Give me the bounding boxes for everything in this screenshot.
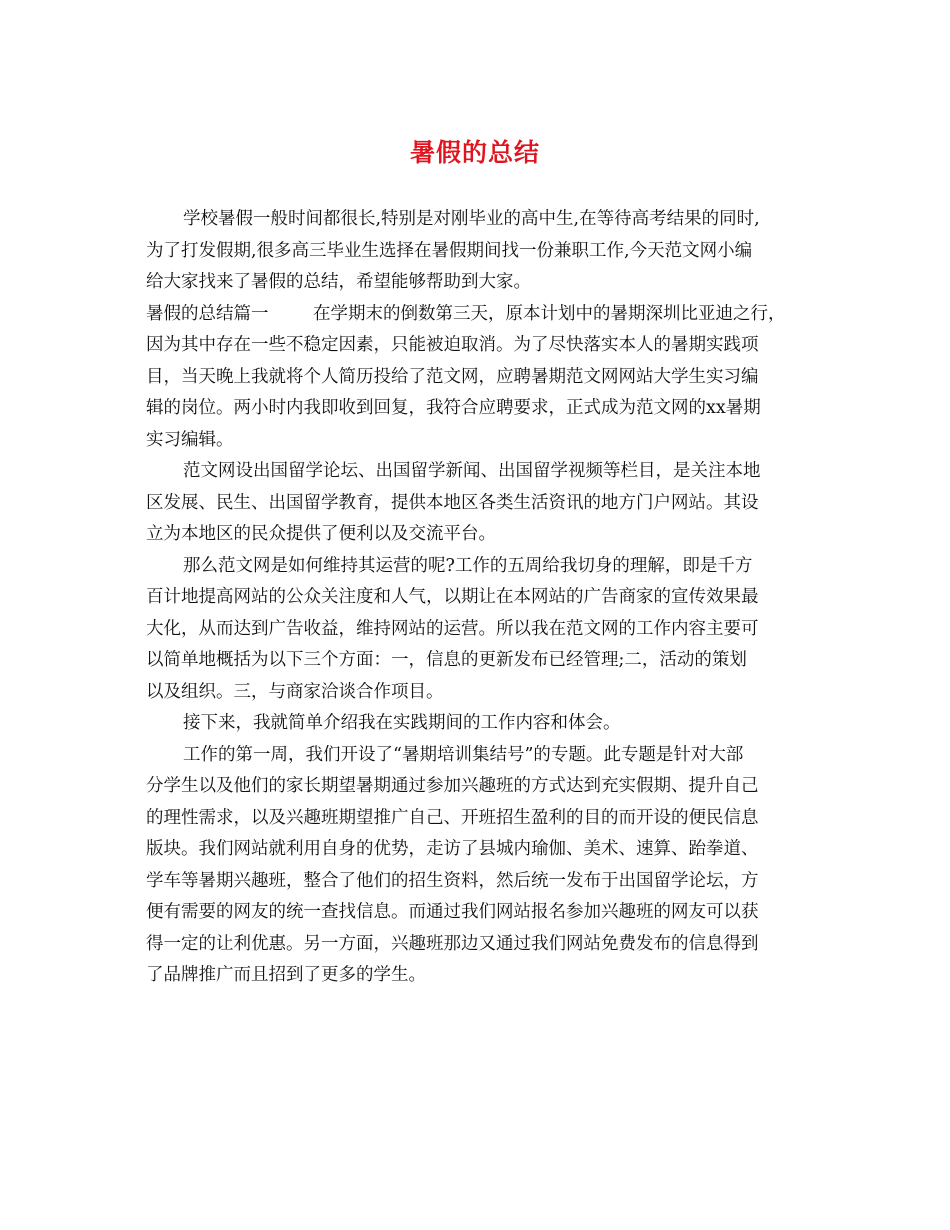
paragraph-line: 目，当天晚上我就将个人简历投给了范文网，应聘暑期范文网网站大学生实习编 xyxy=(146,366,759,387)
paragraph-line: 大化，从而达到广告收益，维持网站的运营。所以我在范文网的工作内容主要可 xyxy=(146,618,759,639)
section-heading-line xyxy=(146,299,806,331)
paragraph-line: 以简单地概括为以下三个方面：一，信息的更新发布已经管理;二，活动的策划 xyxy=(146,650,747,670)
paragraph-line: 学校暑假一般时间都很长,特别是对刚毕业的高中生,在等待高考结果的同时, xyxy=(183,209,760,229)
paragraph-line: 得一定的让利优惠。另一方面，兴趣班那边又通过我们网站免费发布的信息得到 xyxy=(146,933,759,954)
paragraph-line: 的理性需求，以及兴趣班期望推广自己、开班招生盈利的目的而开设的便民信息 xyxy=(146,807,759,828)
paragraph-line: 范文网设出国留学论坛、出国留学新闻、出国留学视频等栏目，是关注本地 xyxy=(183,461,761,481)
paragraph-line: 因为其中存在一些不稳定因素，只能被迫取消。为了尽快落实本人的暑期实践项 xyxy=(146,335,759,355)
paragraph-line: 分学生以及他们的家长期望暑期通过参加兴趣班的方式达到充实假期、提升自己 xyxy=(146,776,759,796)
document-title: 暑假的总结 xyxy=(409,138,540,167)
section-heading: 暑假的总结篇一 xyxy=(146,303,269,324)
document-body xyxy=(146,204,806,992)
paragraph-line: 工作的第一周，我们开设了“暑期培训集结号”的专题。此专题是针对大部 xyxy=(183,744,744,765)
paragraph-line: 那么范文网是如何维持其运营的呢?工作的五周给我切身的理解，即是千方 xyxy=(183,555,753,576)
paragraph-line: 以及组织。三，与商家洽谈合作项目。 xyxy=(146,681,444,702)
paragraph-line: 百计地提高网站的公众关注度和人气，以期让在本网站的广告商家的宣传效果最 xyxy=(146,587,759,607)
paragraph-line: 便有需要的网友的统一查找信息。而通过我们网站报名参加兴趣班的网友可以获 xyxy=(146,902,759,922)
paragraph-text: 在学期末的倒数第三天，原本计划中的暑期深圳比亚迪之行， xyxy=(313,303,786,324)
paragraph-line: 为了打发假期,很多高三毕业生选择在暑假期间找一份兼职工作,今天范文网小编 xyxy=(146,240,753,261)
paragraph-line: 版块。我们网站就利用自身的优势，走访了县城内瑜伽、美术、速算、跆拳道、 xyxy=(146,839,759,859)
paragraph-line: 接下来，我就简单介绍我在实践期间的工作内容和体会。 xyxy=(183,713,621,733)
paragraph-line: 学车等暑期兴趣班，整合了他们的招生资料，然后统一发布于出国留学论坛，方 xyxy=(146,870,759,891)
paragraph-line: 区发展、民生、出国留学教育，提供本地区各类生活资讯的地方门户网站。其设 xyxy=(146,492,759,513)
paragraph-line: 给大家找来了暑假的总结，希望能够帮助到大家。 xyxy=(146,272,531,292)
paragraph-line: 实习编辑。 xyxy=(146,429,234,450)
paragraph-line: 辑的岗位。两小时内我即收到回复，我符合应聘要求，正式成为范文网的xx暑期 xyxy=(146,398,761,418)
paragraph-line: 立为本地区的民众提供了便利以及交流平台。 xyxy=(146,524,496,544)
paragraph-line: 了品牌推广而且招到了更多的学生。 xyxy=(146,965,426,985)
